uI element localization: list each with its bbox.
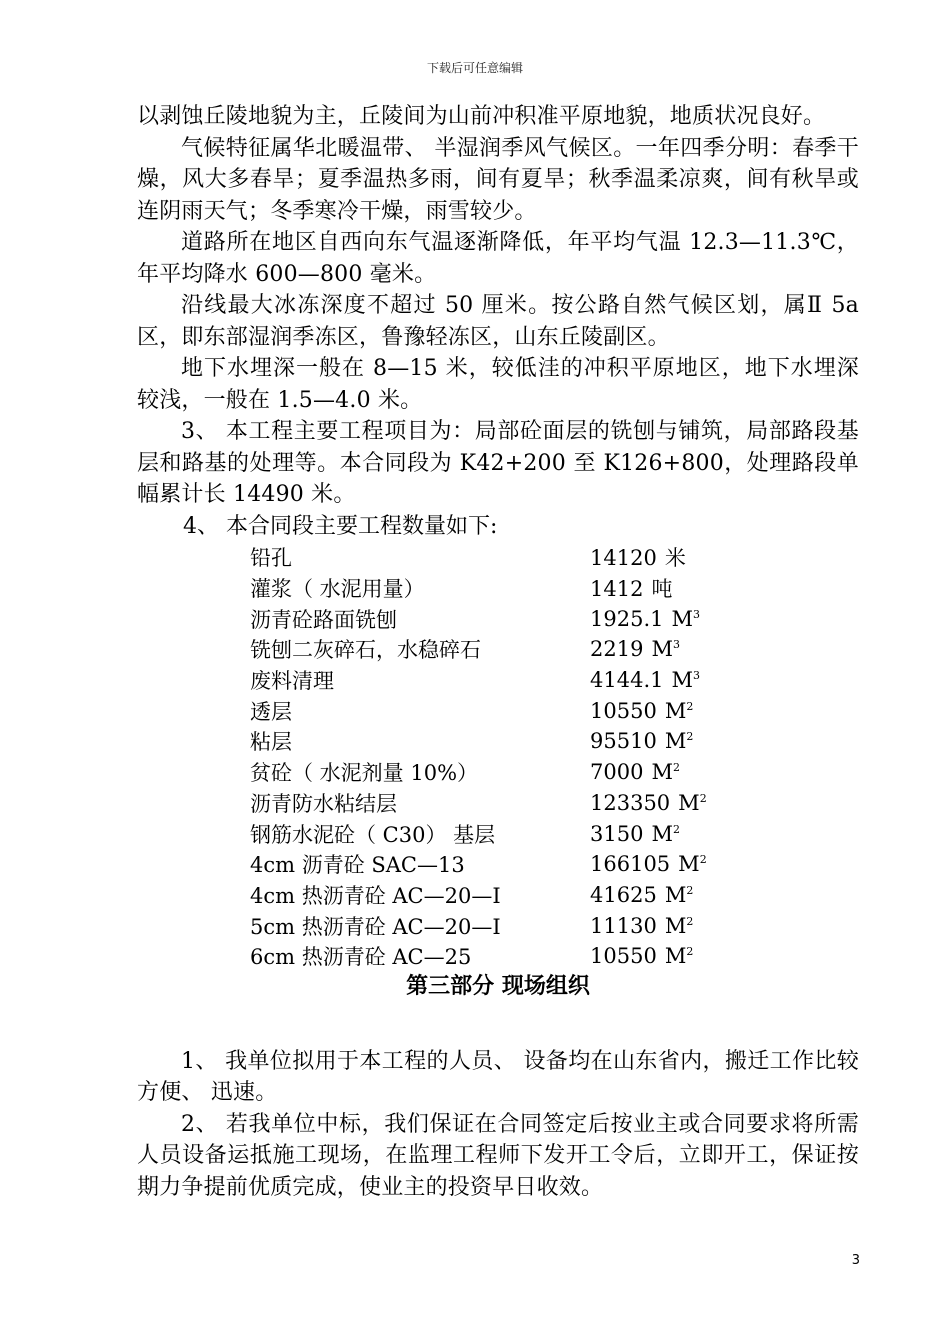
page-number: 3 bbox=[851, 1253, 860, 1268]
paragraph-commitment: 2、 若我单位中标，我们保证在合同签定后按业主或合同要求将所需人员设备运抵施工现场，在监理工程师下发开工令后，立即开工，保证按期力争提前优质完成，使业主的投资早日收效。 bbox=[137, 1111, 859, 1200]
quantity-row bbox=[250, 665, 790, 696]
quantity-unit bbox=[665, 699, 694, 723]
quantity-unit bbox=[665, 914, 694, 938]
quantity-item-name: 6cm 热沥青砼 AC—25 bbox=[250, 945, 472, 970]
quantity-table bbox=[250, 542, 790, 972]
quantity-unit-symbol: M bbox=[671, 668, 693, 693]
quantity-unit-symbol: M bbox=[678, 852, 700, 877]
quantity-row bbox=[250, 757, 790, 788]
paragraph-project-items: 3、 本工程主要工程项目为：局部砼面层的铣刨与铺筑，局部路段基层和路基的处理等。本合同段为 K42+200 至 K126+800，处理路段单幅累计长 14490 米。 bbox=[137, 419, 859, 507]
quantity-unit-symbol: M bbox=[664, 729, 687, 754]
quantity-unit bbox=[678, 791, 707, 815]
quantity-item-value bbox=[590, 634, 790, 665]
quantity-unit-symbol: M bbox=[664, 944, 687, 969]
quantity-unit bbox=[651, 577, 672, 601]
quantity-item-value bbox=[590, 880, 790, 911]
quantity-row bbox=[250, 849, 790, 880]
quantity-item-value bbox=[590, 665, 790, 696]
quantity-item-value bbox=[590, 910, 790, 941]
quantity-unit-symbol: M bbox=[664, 698, 687, 723]
quantity-row bbox=[250, 695, 790, 726]
quantity-amount: 123350 bbox=[590, 790, 671, 815]
quantity-amount: 95510 bbox=[590, 729, 657, 754]
quantity-item-name: 4cm 热沥青砼 AC—20—I bbox=[250, 883, 501, 908]
quantity-item-value bbox=[590, 788, 790, 819]
quantity-amount: 166105 bbox=[590, 852, 671, 877]
paragraph-temperature: 道路所在地区自西向东气温逐渐降低，年平均气温 12.3—11.3℃，年平均降水 600—800 毫米。 bbox=[137, 230, 859, 287]
quantity-row bbox=[250, 542, 790, 573]
quantity-item-value bbox=[590, 941, 790, 972]
quantity-item-name: 沥青防水粘结层 bbox=[250, 791, 397, 816]
quantity-row bbox=[250, 818, 790, 849]
quantity-unit-symbol: M bbox=[651, 821, 673, 846]
quantity-unit bbox=[665, 883, 694, 907]
quantity-row bbox=[250, 603, 790, 634]
quantity-unit-power: 2 bbox=[699, 853, 707, 867]
document-body bbox=[137, 101, 859, 1203]
header-note: 下载后可任意编辑 bbox=[426, 61, 523, 75]
quantity-unit-power: 3 bbox=[693, 607, 700, 621]
quantity-item-name: 贫砼（ 水泥剂量 10%） bbox=[250, 761, 479, 786]
quantity-unit bbox=[665, 546, 686, 570]
quantity-amount: 2219 bbox=[590, 637, 644, 662]
quantity-item-name: 废料清理 bbox=[250, 669, 334, 694]
quantity-item-name: 5cm 热沥青砼 AC—20—I bbox=[250, 914, 501, 939]
quantity-unit-power: 2 bbox=[686, 914, 694, 928]
quantity-item-value bbox=[590, 818, 790, 849]
quantity-unit-symbol: M bbox=[664, 882, 687, 907]
quantity-unit-power: 2 bbox=[686, 945, 694, 959]
quantity-unit bbox=[651, 822, 680, 846]
quantity-unit-symbol: M bbox=[651, 760, 673, 785]
quantity-unit-power: 2 bbox=[672, 822, 680, 836]
quantity-item-name: 铣刨二灰碎石，水稳碎石 bbox=[250, 638, 481, 663]
quantity-unit bbox=[671, 607, 700, 631]
quantity-row bbox=[250, 726, 790, 757]
quantity-unit-symbol: 吨 bbox=[651, 577, 673, 602]
paragraph-climate: 气候特征属华北暖温带、 半湿润季风气候区。一年四季分明：春季干燥，风大多春旱；夏季温热多雨，间有夏旱；秋季温柔凉爽，间有秋旱或连阴雨天气；冬季寒冷干燥，雨雪较少。 bbox=[137, 135, 859, 224]
quantity-amount: 4144.1 bbox=[590, 668, 664, 693]
quantity-item-value bbox=[590, 849, 790, 880]
paragraph-groundwater: 地下水埋深一般在 8—15 米，较低洼的冲积平原地区，地下水埋深较浅，一般在 1.5—4.0 米。 bbox=[137, 356, 859, 413]
quantity-amount: 10550 bbox=[590, 698, 657, 723]
quantity-amount: 41625 bbox=[590, 882, 657, 907]
quantity-item-value bbox=[590, 695, 790, 726]
quantity-unit-symbol: M bbox=[664, 913, 687, 938]
quantity-unit bbox=[665, 729, 694, 753]
quantity-item-value bbox=[590, 726, 790, 757]
quantity-unit-symbol: M bbox=[671, 606, 693, 631]
quantity-unit-power: 2 bbox=[672, 761, 680, 775]
quantity-item-name: 铅孔 bbox=[250, 546, 292, 571]
quantity-unit bbox=[671, 668, 700, 692]
quantity-unit-power: 2 bbox=[686, 699, 694, 713]
quantity-unit-symbol: 米 bbox=[664, 546, 686, 571]
quantity-unit-power: 3 bbox=[672, 638, 680, 652]
quantity-unit-power: 2 bbox=[686, 730, 694, 744]
quantity-unit-power: 3 bbox=[693, 669, 700, 683]
quantity-unit-symbol: M bbox=[651, 637, 673, 662]
quantity-item-name: 粘层 bbox=[250, 730, 292, 755]
quantity-unit bbox=[678, 852, 707, 876]
quantity-row bbox=[250, 788, 790, 819]
quantity-item-name: 透层 bbox=[250, 699, 292, 724]
quantity-unit-power: 2 bbox=[699, 791, 707, 805]
quantity-item-name: 灌浆（ 水泥用量） bbox=[250, 577, 425, 602]
quantity-amount: 1412 bbox=[590, 577, 644, 602]
quantity-unit bbox=[665, 944, 694, 968]
quantity-amount: 3150 bbox=[590, 821, 644, 846]
quantity-item-value bbox=[590, 603, 790, 634]
quantity-unit-power: 2 bbox=[686, 883, 694, 897]
quantity-amount: 14120 bbox=[590, 546, 657, 571]
paragraph-staff-location: 1、 我单位拟用于本工程的人员、 设备均在山东省内，搬迁工作比较方便、 迅速。 bbox=[137, 1048, 859, 1106]
quantity-unit bbox=[651, 637, 680, 661]
quantity-amount: 10550 bbox=[590, 944, 657, 969]
quantity-amount: 1925.1 bbox=[590, 606, 664, 631]
quantity-row bbox=[250, 634, 790, 665]
quantity-item-value bbox=[590, 573, 790, 604]
quantity-row bbox=[250, 910, 790, 941]
quantity-item-name: 沥青砼路面铣刨 bbox=[250, 607, 397, 632]
quantity-amount: 7000 bbox=[590, 760, 644, 785]
quantity-row bbox=[250, 880, 790, 911]
section-title: 第三部分 现场组织 bbox=[406, 973, 590, 999]
quantity-heading: 4、 本合同段主要工程数量如下: bbox=[183, 513, 498, 539]
quantity-row bbox=[250, 941, 790, 972]
quantity-unit bbox=[651, 760, 680, 784]
quantity-row bbox=[250, 573, 790, 604]
quantity-amount: 11130 bbox=[590, 913, 657, 938]
quantity-item-value bbox=[590, 757, 790, 788]
quantity-unit-symbol: M bbox=[678, 790, 700, 815]
quantity-item-name: 4cm 沥青砼 SAC—13 bbox=[250, 853, 465, 878]
quantity-item-value bbox=[590, 542, 790, 573]
paragraph-landform: 以剥蚀丘陵地貌为主，丘陵间为山前冲积准平原地貌，地质状况良好。 bbox=[137, 104, 826, 129]
paragraph-frost-depth: 沿线最大冰冻深度不超过 50 厘米。按公路自然气候区划，属Ⅱ 5a 区，即东部湿润季冻区，鲁豫轻冻区，山东丘陵副区。 bbox=[137, 293, 859, 350]
quantity-item-name: 钢筋水泥砼（ C30） 基层 bbox=[250, 822, 496, 847]
